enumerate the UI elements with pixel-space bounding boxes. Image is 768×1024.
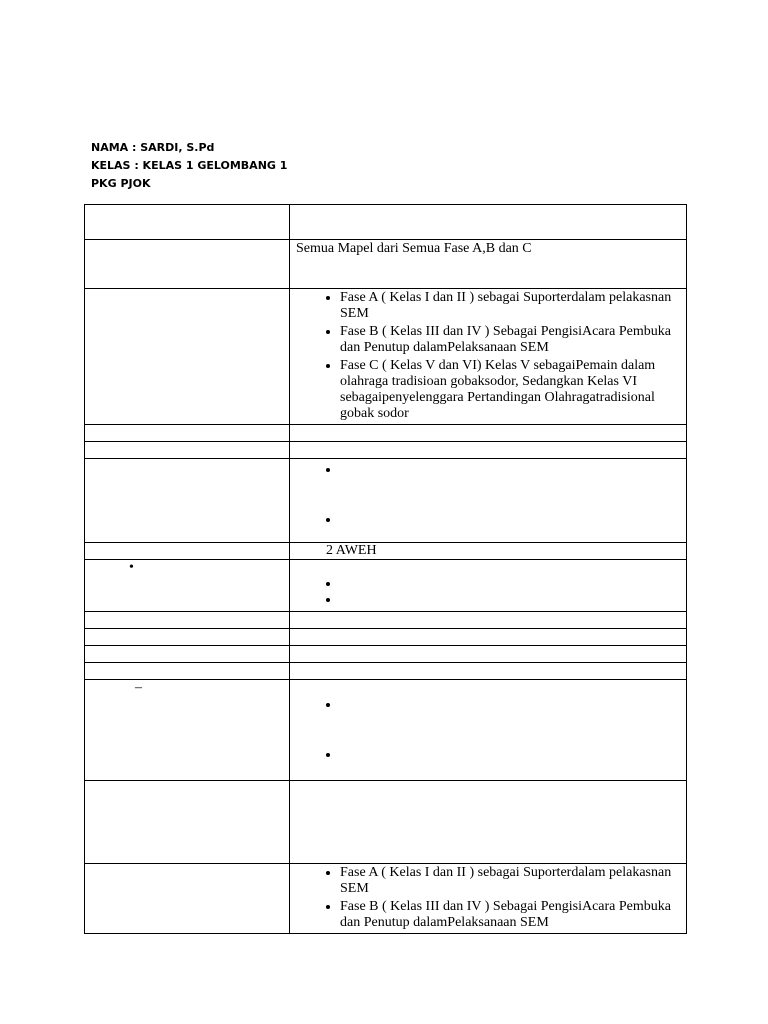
- table-row: [85, 543, 687, 560]
- table-row: [85, 442, 687, 459]
- table-cell: [290, 205, 687, 240]
- table-cell: [85, 560, 290, 612]
- table-cell: [290, 864, 687, 934]
- table-cell: [85, 646, 290, 663]
- list-item: [340, 462, 686, 510]
- list-item: • Fase A ( Kelas I dan II ) sebagai Suporterdalam pelakasnan SEM: [340, 865, 686, 897]
- nama-line: NAMA : SARDI, S.Pd: [91, 141, 215, 154]
- list-item: [340, 747, 686, 763]
- mapel-text: Semua Mapel dari Semua Fase A,B dan C: [296, 241, 532, 256]
- table-row: [85, 289, 687, 425]
- table-row: [85, 646, 687, 663]
- table-row: [85, 680, 687, 781]
- list-item: • Fase B ( Kelas III dan IV ) Sebagai PengisiAcara Pembuka dan Penutup dalamPelaksanaan SEM: [340, 899, 686, 931]
- table-cell: [85, 459, 290, 543]
- table-cell: [290, 560, 687, 612]
- fase-list: [290, 290, 686, 422]
- table-cell: [85, 781, 290, 864]
- table-row: [85, 612, 687, 629]
- table-cell: [290, 459, 687, 543]
- list-item: • Fase A ( Kelas I dan II ) sebagai Suporterdalam pelakasnan SEM: [340, 290, 686, 322]
- table-row: [85, 425, 687, 442]
- table-cell: [290, 680, 687, 781]
- table-cell: [290, 289, 687, 425]
- table-row: [85, 629, 687, 646]
- table-row: [85, 864, 687, 934]
- table-row: [85, 560, 687, 612]
- list-item: • Fase C ( Kelas V dan VI) Kelas V sebagaiPemain dalam olahraga tradisioan gobaksodor, Sedangkan Kelas VI sebagaipenyelenggara Pertandingan Olahragatradisional gobak sodor: [340, 358, 686, 422]
- aweh-text: 2 AWEH: [326, 543, 377, 558]
- table-cell: [290, 629, 687, 646]
- table-cell: [85, 680, 290, 781]
- document-header: [91, 139, 287, 193]
- kelas-line: KELAS : KELAS 1 GELOMBANG 1: [91, 159, 288, 172]
- empty-bullet-list: [290, 560, 686, 608]
- table-cell: [290, 781, 687, 864]
- table-cell: [290, 442, 687, 459]
- document-table: [84, 204, 687, 934]
- empty-bullet-list: [290, 680, 686, 763]
- table-row: [85, 459, 687, 543]
- list-item: [340, 576, 686, 592]
- empty-bullet-list: [290, 459, 686, 528]
- table-cell: [85, 205, 290, 240]
- table-cell: [85, 289, 290, 425]
- table-row: [85, 240, 687, 289]
- bullet-mark: •: [129, 560, 134, 575]
- pkg-line: PKG PJOK: [91, 177, 151, 190]
- table-cell: [85, 629, 290, 646]
- list-item: [340, 592, 686, 608]
- table-cell: [290, 612, 687, 629]
- list-item: [340, 697, 686, 745]
- table-cell: [85, 864, 290, 934]
- table-cell: [85, 663, 290, 680]
- table-cell: [85, 543, 290, 560]
- table-cell: [290, 646, 687, 663]
- table-row: [85, 781, 687, 864]
- table-cell: [290, 240, 687, 289]
- table-cell: [290, 543, 687, 560]
- dash-mark: –: [135, 680, 142, 695]
- table-cell: [85, 240, 290, 289]
- table-cell: [85, 442, 290, 459]
- table-cell: [85, 612, 290, 629]
- table-row: [85, 205, 687, 240]
- table-cell: [290, 425, 687, 442]
- table-row: [85, 663, 687, 680]
- table-cell: [290, 663, 687, 680]
- list-item: • Fase B ( Kelas III dan IV ) Sebagai PengisiAcara Pembuka dan Penutup dalamPelaksanaan SEM: [340, 324, 686, 356]
- fase-list-2: [290, 865, 686, 931]
- table-cell: [85, 425, 290, 442]
- list-item: [340, 512, 686, 528]
